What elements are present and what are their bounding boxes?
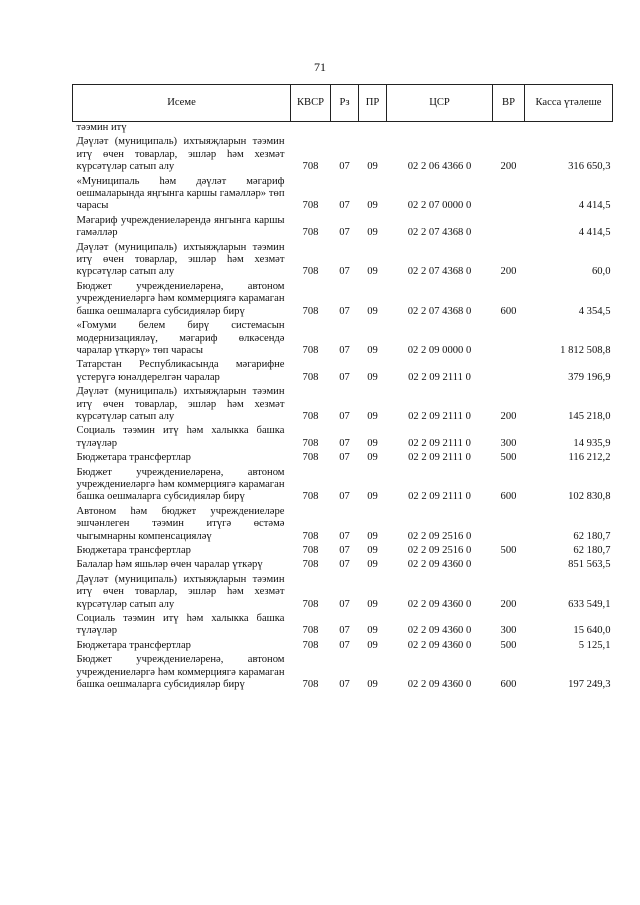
row-rz: 07 bbox=[339, 266, 350, 278]
header-rz: Рз bbox=[331, 85, 359, 122]
row-amount: 62 180,7 bbox=[573, 530, 611, 542]
row-vr bbox=[493, 175, 525, 214]
row-rz: 07 bbox=[339, 161, 350, 173]
row-kvsr: 708 bbox=[302, 452, 319, 464]
row-csr: 02 2 09 2111 0 bbox=[408, 371, 471, 383]
row-pr: 09 bbox=[367, 437, 378, 449]
row-kvsr: 708 bbox=[302, 639, 319, 651]
row-rz: 07 bbox=[339, 545, 350, 556]
row-vr bbox=[493, 214, 525, 241]
row-rz: 07 bbox=[339, 559, 350, 571]
row-rz: 07 bbox=[339, 598, 350, 610]
table-row bbox=[73, 639, 613, 653]
row-name: Бюджет учреждениеләренә, автоном учреждениеләргә һәм коммерциягә карамаган башка оешмаларга субсидияләр бирү bbox=[76, 654, 285, 691]
row-name: тәэмин итү bbox=[76, 122, 127, 133]
row-pr: 09 bbox=[367, 679, 378, 691]
row-rz: 07 bbox=[339, 679, 350, 691]
table-row bbox=[73, 451, 613, 465]
row-vr: 600 bbox=[500, 491, 517, 503]
row-kvsr: 708 bbox=[302, 344, 319, 356]
row-rz: 07 bbox=[339, 371, 350, 383]
table-row bbox=[73, 385, 613, 424]
row-pr: 09 bbox=[367, 598, 378, 610]
row-csr: 02 2 09 4360 0 bbox=[407, 679, 472, 691]
row-pr: 09 bbox=[367, 559, 378, 571]
row-vr bbox=[493, 319, 525, 358]
row-vr: 200 bbox=[500, 598, 517, 610]
row-csr: 02 2 06 4366 0 bbox=[407, 161, 472, 173]
row-pr: 09 bbox=[367, 625, 378, 637]
row-kvsr: 708 bbox=[302, 266, 319, 278]
row-amount: 316 650,3 bbox=[568, 161, 611, 173]
row-kvsr: 708 bbox=[302, 161, 319, 173]
row-kvsr: 708 bbox=[302, 545, 319, 556]
table-row bbox=[73, 653, 613, 692]
row-name: Социаль тәэмин итү һәм халыкка башка түләүләр bbox=[76, 613, 285, 637]
row-csr: 02 2 07 4368 0 bbox=[407, 266, 472, 278]
row-name: Бюджетара трансфертлар bbox=[76, 452, 191, 464]
row-csr: 02 2 09 4360 0 bbox=[407, 559, 472, 571]
row-name: Бюджетара трансфертлар bbox=[76, 545, 191, 556]
header-kassa: Касса үтәлеше bbox=[525, 85, 613, 122]
row-pr: 09 bbox=[367, 545, 378, 556]
row-rz: 07 bbox=[339, 437, 350, 449]
row-amount: 633 549,1 bbox=[568, 598, 611, 610]
row-name: Татарстан Республикасында мәгарифне үстерүгә юнәлдерелгән чаралар bbox=[76, 359, 285, 383]
row-pr: 09 bbox=[367, 266, 378, 278]
row-rz bbox=[331, 122, 359, 136]
row-name: Балалар һәм яшьләр өчен чаралар үткәрү bbox=[76, 559, 263, 571]
row-kvsr: 708 bbox=[302, 679, 319, 691]
row-pr: 09 bbox=[367, 161, 378, 173]
row-kvsr: 708 bbox=[302, 200, 319, 212]
row-kvsr: 708 bbox=[302, 437, 319, 449]
row-amount: 4 414,5 bbox=[578, 227, 611, 239]
row-pr: 09 bbox=[367, 344, 378, 356]
row-rz: 07 bbox=[339, 530, 350, 542]
row-kvsr: 708 bbox=[302, 227, 319, 239]
row-kvsr: 708 bbox=[302, 410, 319, 422]
header-pr: ПР bbox=[359, 85, 387, 122]
row-csr: 02 2 09 2111 0 bbox=[408, 410, 471, 422]
table-row bbox=[73, 122, 613, 136]
row-kvsr: 708 bbox=[302, 625, 319, 637]
table-row bbox=[73, 544, 613, 558]
budget-table bbox=[72, 84, 613, 692]
row-rz: 07 bbox=[339, 200, 350, 212]
row-amount: 14 935,9 bbox=[573, 437, 611, 449]
row-name: Дәүләт (муниципаль) ихтыяҗларын тәэмин итү өчен товарлар, эшләр һәм хезмәт күрсәтүләр сатып алу bbox=[76, 386, 285, 422]
row-csr: 02 2 09 4360 0 bbox=[407, 598, 472, 610]
row-rz: 07 bbox=[339, 344, 350, 356]
row-amount: 116 212,2 bbox=[568, 452, 611, 464]
row-amount: 102 830,8 bbox=[568, 491, 611, 503]
row-name: Бюджетара трансфертлар bbox=[76, 639, 191, 651]
row-vr: 500 bbox=[500, 452, 517, 464]
row-vr: 200 bbox=[500, 161, 517, 173]
row-rz: 07 bbox=[339, 227, 350, 239]
table-row bbox=[73, 573, 613, 612]
table-row bbox=[73, 280, 613, 319]
row-rz: 07 bbox=[339, 452, 350, 464]
row-amount: 379 196,9 bbox=[568, 371, 611, 383]
row-csr: 02 2 07 4368 0 bbox=[407, 305, 472, 317]
row-amount: 145 218,0 bbox=[568, 410, 611, 422]
table-row bbox=[73, 175, 613, 214]
row-csr: 02 2 09 0000 0 bbox=[407, 344, 472, 356]
row-kvsr: 708 bbox=[302, 559, 319, 571]
row-rz: 07 bbox=[339, 305, 350, 317]
row-name: «Муниципаль һәм дәүләт мәгариф оешмаларында яңгынга каршы гамәлләр» төп чарасы bbox=[76, 175, 285, 212]
row-pr bbox=[359, 122, 387, 136]
row-amount: 197 249,3 bbox=[568, 679, 611, 691]
row-kvsr bbox=[291, 122, 331, 136]
row-vr: 200 bbox=[500, 266, 517, 278]
row-name: Мәгариф учреждениеләрендә янгынга каршы гамәлләр bbox=[76, 214, 285, 239]
row-pr: 09 bbox=[367, 200, 378, 212]
row-rz: 07 bbox=[339, 639, 350, 651]
table-row bbox=[73, 424, 613, 451]
row-pr: 09 bbox=[367, 530, 378, 542]
page-number: 71 bbox=[314, 60, 326, 74]
row-pr: 09 bbox=[367, 227, 378, 239]
table-row bbox=[73, 319, 613, 358]
row-csr bbox=[387, 122, 493, 136]
row-csr: 02 2 09 2111 0 bbox=[408, 437, 471, 449]
table-row bbox=[73, 612, 613, 639]
header-csr: ЦСР bbox=[387, 85, 493, 122]
table-row bbox=[73, 358, 613, 385]
row-vr bbox=[493, 122, 525, 136]
row-name: Дәүләт (муниципаль) ихтыяҗларын тәэмин итү өчен товарлар, эшләр һәм хезмәт күрсәтүләр сатып алу bbox=[76, 241, 285, 278]
row-amount: 851 563,5 bbox=[568, 559, 611, 571]
row-amount: 5 125,1 bbox=[578, 639, 611, 651]
table-row bbox=[73, 466, 613, 505]
row-vr: 300 bbox=[500, 625, 517, 637]
row-pr: 09 bbox=[367, 305, 378, 317]
row-csr: 02 2 09 4360 0 bbox=[407, 639, 472, 651]
row-vr: 600 bbox=[500, 679, 517, 691]
table-row bbox=[73, 241, 613, 280]
row-csr: 02 2 09 2111 0 bbox=[408, 452, 471, 464]
row-amount bbox=[525, 122, 613, 136]
row-amount: 4 354,5 bbox=[578, 305, 611, 317]
row-kvsr: 708 bbox=[302, 371, 319, 383]
row-amount: 60,0 bbox=[591, 266, 611, 278]
row-pr: 09 bbox=[367, 452, 378, 464]
row-amount: 4 414,5 bbox=[578, 200, 611, 212]
table-row bbox=[73, 558, 613, 572]
row-csr: 02 2 07 4368 0 bbox=[407, 227, 472, 239]
header-name: Исеме bbox=[73, 85, 291, 122]
row-amount: 15 640,0 bbox=[573, 625, 611, 637]
row-rz: 07 bbox=[339, 625, 350, 637]
row-vr bbox=[493, 558, 525, 572]
row-pr: 09 bbox=[367, 371, 378, 383]
row-rz: 07 bbox=[339, 410, 350, 422]
row-pr: 09 bbox=[367, 410, 378, 422]
row-name: Социаль тәэмин итү һәм халыкка башка түләүләр bbox=[76, 425, 285, 449]
row-vr: 200 bbox=[500, 410, 517, 422]
table-row bbox=[73, 214, 613, 241]
table-header-row bbox=[73, 85, 613, 122]
row-vr bbox=[493, 358, 525, 385]
row-name: Бюджет учреждениеләренә, автоном учреждениеләргә һәм коммерциягә карамаган башка оешмаларга субсидияләр бирү bbox=[76, 280, 285, 317]
row-name: Дәүләт (муниципаль) ихтыяҗларын тәэмин итү өчен товарлар, эшләр һәм хезмәт күрсәтүләр сатып алу bbox=[76, 136, 285, 173]
row-csr: 02 2 09 2111 0 bbox=[408, 491, 471, 503]
row-csr: 02 2 09 2516 0 bbox=[407, 530, 472, 542]
row-amount: 62 180,7 bbox=[573, 545, 611, 556]
row-name: Бюджет учреждениеләренә, автоном учреждениеләргә һәм коммерциягә карамаган башка оешмаларга субсидияләр бирү bbox=[76, 466, 285, 503]
row-kvsr: 708 bbox=[302, 491, 319, 503]
row-pr: 09 bbox=[367, 639, 378, 651]
row-vr: 300 bbox=[500, 437, 517, 449]
row-kvsr: 708 bbox=[302, 530, 319, 542]
row-kvsr: 708 bbox=[302, 305, 319, 317]
row-kvsr: 708 bbox=[302, 598, 319, 610]
row-vr: 600 bbox=[500, 305, 517, 317]
row-csr: 02 2 07 0000 0 bbox=[407, 200, 472, 212]
row-pr: 09 bbox=[367, 491, 378, 503]
table-row bbox=[73, 505, 613, 544]
table-row bbox=[73, 135, 613, 174]
row-vr: 500 bbox=[500, 639, 517, 651]
row-name: «Гомуми белем бирү системасын модернизацияләү, мәгариф өлкәсендә чаралар үткәрү» төп чарасы bbox=[76, 320, 285, 356]
row-name: Дәүләт (муниципаль) ихтыяҗларын тәэмин итү өчен товарлар, эшләр һәм хезмәт күрсәтүләр сатып алу bbox=[76, 573, 285, 610]
row-name: Автоном һәм бюджет учреждениеләре эшчәнлеген тәэмин итүгә өстәмә чыгымнарны компенсацияләү bbox=[76, 505, 285, 542]
row-vr bbox=[493, 505, 525, 544]
row-vr: 500 bbox=[500, 545, 517, 556]
row-csr: 02 2 09 4360 0 bbox=[407, 625, 472, 637]
row-csr: 02 2 09 2516 0 bbox=[407, 545, 472, 556]
header-kvsr: КВСР bbox=[291, 85, 331, 122]
header-vr: ВР bbox=[493, 85, 525, 122]
row-rz: 07 bbox=[339, 491, 350, 503]
row-amount: 1 812 508,8 bbox=[560, 344, 611, 356]
